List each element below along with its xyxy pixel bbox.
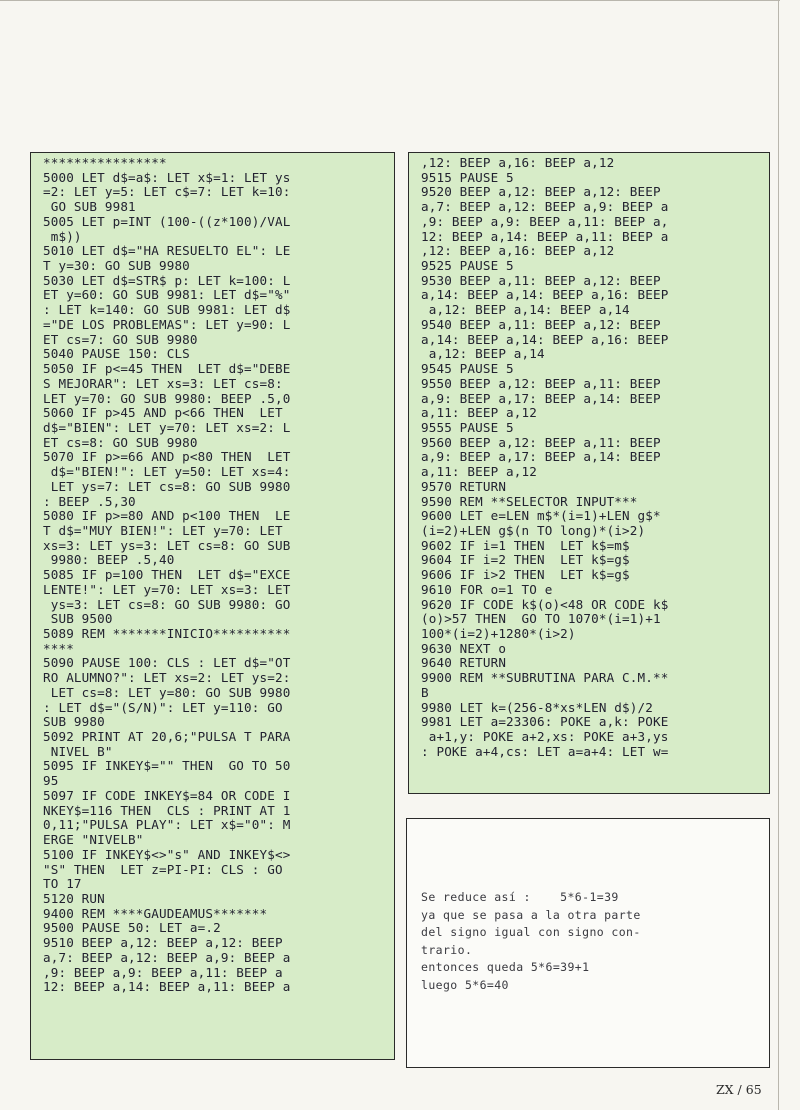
code-line: 9530 BEEP a,11: BEEP a,12: BEEP [421,272,661,288]
code-line: 5010 LET d$="HA RESUELTO EL": LE [43,243,291,259]
code-line: T d$="MUY BIEN!": LET y=70: LET [43,522,283,538]
code-line: LENTE!": LET y=70: LET xs=3: LET [43,581,291,597]
code-line: ="DE LOS PROBLEMAS": LET y=90: L [43,316,291,332]
page-top-rule [0,0,780,1]
code-line: **************** [43,155,167,170]
code-line: SUB 9980 [43,714,105,730]
code-line: 9590 REM **SELECTOR INPUT*** [421,493,638,509]
code-line: 9520 BEEP a,12: BEEP a,12: BEEP [421,184,661,200]
code-line: 95 [43,773,59,789]
code-line: a,12: BEEP a,14 [421,346,545,362]
code-line: d$="BIEN!": LET y=50: LET xs=4: [43,464,291,480]
code-line: 9610 FOR o=1 TO e [421,581,553,597]
code-line: NKEY$=116 THEN CLS : PRINT AT 1 [43,802,291,818]
page-right-rule [778,0,779,1110]
code-line: 5070 IF p>=66 AND p<80 THEN LET [43,449,291,465]
code-line: 9570 RETURN [421,478,507,494]
code-line: 9510 BEEP a,12: BEEP a,12: BEEP [43,935,283,951]
code-line: 5060 IF p>45 AND p<66 THEN LET [43,405,283,421]
code-line: ,9: BEEP a,9: BEEP a,11: BEEP a [43,964,283,980]
program-listing-right [408,152,770,794]
code-line: a,7: BEEP a,12: BEEP a,9: BEEP a [43,949,291,965]
code-line: ys=3: LET cs=8: GO SUB 9980: GO [43,596,291,612]
code-line: : BEEP .5,30 [43,493,136,509]
code-line: 5089 REM *******INICIO********** [43,626,291,641]
code-line: NIVEL B" [43,743,113,759]
code-line: 9630 NEXT o [421,640,507,656]
code-line: 5085 IF p=100 THEN LET d$="EXCE [43,567,291,583]
code-line: a,11: BEEP a,12 [421,464,537,480]
note-line: entonces queda 5*6=39+1 [421,960,590,975]
code-line: m$)) [43,228,82,244]
code-line: a,14: BEEP a,14: BEEP a,16: BEEP [421,331,669,347]
code-line: GO SUB 9981 [43,199,136,215]
code-line: 5100 IF INKEY$<>"s" AND INKEY$<> [43,846,291,862]
code-line: 5080 IF p>=80 AND p<100 THEN LE [43,508,291,524]
code-line: 5092 PRINT AT 20,6;"PULSA T PARA [43,729,291,745]
code-line: **** [43,640,74,656]
code-line: 9980 LET k=(256-8*xs*LEN d$)/2 [421,699,653,715]
note-line: trario. [421,942,473,957]
code-line: 5005 LET p=INT (100-((z*100)/VAL [43,213,291,229]
code-line: 9600 LET e=LEN m$*(i=1)+LEN g$* [421,508,661,524]
code-line: 9604 IF i=2 THEN LET k$=g$ [421,552,630,568]
program-listing-left [30,152,395,1060]
code-line: 9981 LET a=23306: POKE a,k: POKE [421,714,669,730]
code-line: 9602 IF i=1 THEN LET k$=m$ [421,537,630,553]
code-line: a+1,y: POKE a+2,xs: POKE a+3,ys [421,729,669,745]
code-line: 9545 PAUSE 5 [421,361,514,377]
code-line: 9640 RETURN [421,655,507,671]
code-line: 5097 IF CODE INKEY$=84 OR CODE I [43,787,291,803]
code-line: 9525 PAUSE 5 [421,258,514,274]
code-line: 5030 LET d$=STR$ p: LET k=100: L [43,272,291,288]
code-line: ,9: BEEP a,9: BEEP a,11: BEEP a, [421,213,669,229]
code-line: 9515 PAUSE 5 [421,169,514,185]
code-line: a,14: BEEP a,14: BEEP a,16: BEEP [421,287,669,303]
code-line: ,12: BEEP a,16: BEEP a,12 [421,243,615,259]
code-line: 9540 BEEP a,11: BEEP a,12: BEEP [421,316,661,332]
code-line: 0,11;"PULSA PLAY": LET x$="0": M [43,817,291,833]
code-line: SUB 9500 [43,611,113,627]
code-line: 9620 IF CODE k$(o)<48 OR CODE k$ [421,596,669,612]
note-line: luego 5*6=40 [421,977,509,992]
code-line: 9980: BEEP .5,40 [43,552,175,568]
code-line: a,9: BEEP a,17: BEEP a,14: BEEP [421,390,661,406]
code-line: 9550 BEEP a,12: BEEP a,11: BEEP [421,375,661,391]
code-line: xs=3: LET ys=3: LET cs=8: GO SUB [43,537,291,553]
code-line: 5120 RUN [43,890,105,906]
code-line: : LET d$="(S/N)": LET y=110: GO [43,699,283,715]
code-line: LET cs=8: LET y=80: GO SUB 9980 [43,684,291,700]
code-line: d$="BIEN": LET y=70: LET xs=2: L [43,419,291,435]
code-line: a,11: BEEP a,12 [421,405,537,421]
code-line: 12: BEEP a,14: BEEP a,11: BEEP a [421,228,669,244]
code-line: LET ys=7: LET cs=8: GO SUB 9980 [43,478,291,494]
code-line: "S" THEN LET z=PI-PI: CLS : GO [43,861,283,877]
code-line: 9555 PAUSE 5 [421,419,514,435]
code-line: (i=2)+LEN g$(n TO long)*(i>2) [421,522,646,538]
code-line: S MEJORAR": LET xs=3: LET cs=8: [43,375,283,391]
code-line: 5050 IF p<=45 THEN LET d$="DEBE [43,361,291,377]
code-line: =2: LET y=5: LET c$=7: LET k=10: [43,184,291,200]
code-line: ET y=60: GO SUB 9981: LET d$="%" [43,287,291,303]
code-line: 100*(i=2)+1280*(i>2) [421,626,576,641]
code-line: RO ALUMNO?": LET xs=2: LET ys=2: [43,670,291,686]
code-line: 5000 LET d$=a$: LET x$=1: LET ys [43,169,291,185]
code-line: 12: BEEP a,14: BEEP a,11: BEEP a [43,979,291,995]
code-line: ERGE "NIVELB" [43,832,144,848]
code-line: a,7: BEEP a,12: BEEP a,9: BEEP a [421,199,669,215]
code-line: 5095 IF INKEY$="" THEN GO TO 50 [43,758,291,774]
note-line: ya que se pasa a la otra parte [421,907,641,922]
code-line: 9606 IF i>2 THEN LET k$=g$ [421,567,630,583]
page-folio: ZX / 65 [716,1082,762,1097]
code-line: : LET k=140: GO SUB 9981: LET d$ [43,302,291,318]
code-line: LET y=70: GO SUB 9980: BEEP .5,0 [43,390,291,406]
code-line: a,12: BEEP a,14: BEEP a,14 [421,302,630,318]
note-line: Se reduce así : 5*6-1=39 [421,890,619,904]
code-line: : POKE a+4,cs: LET a=a+4: LET w= [421,743,669,759]
code-line: ,12: BEEP a,16: BEEP a,12 [421,155,615,170]
code-line: B [421,684,429,700]
code-line: 9900 REM **SUBRUTINA PARA C.M.** [421,670,669,686]
code-line: (o)>57 THEN GO TO 1070*(i=1)+1 [421,611,661,627]
code-line: TO 17 [43,876,82,892]
code-line: 5090 PAUSE 100: CLS : LET d$="OT [43,655,291,671]
note-line: del signo igual con signo con- [421,925,641,940]
code-line: 9400 REM ****GAUDEAMUS******* [43,905,268,921]
code-line: T y=30: GO SUB 9980 [43,258,190,274]
code-line: 9500 PAUSE 50: LET a=.2 [43,920,221,936]
code-line: 9560 BEEP a,12: BEEP a,11: BEEP [421,434,661,450]
code-line: ET cs=8: GO SUB 9980 [43,434,198,450]
code-line: ET cs=7: GO SUB 9980 [43,331,198,347]
example-screen-box [406,818,770,1068]
code-line: a,9: BEEP a,17: BEEP a,14: BEEP [421,449,661,465]
example-screen-text [421,889,759,995]
code-line: 5040 PAUSE 150: CLS [43,346,190,362]
